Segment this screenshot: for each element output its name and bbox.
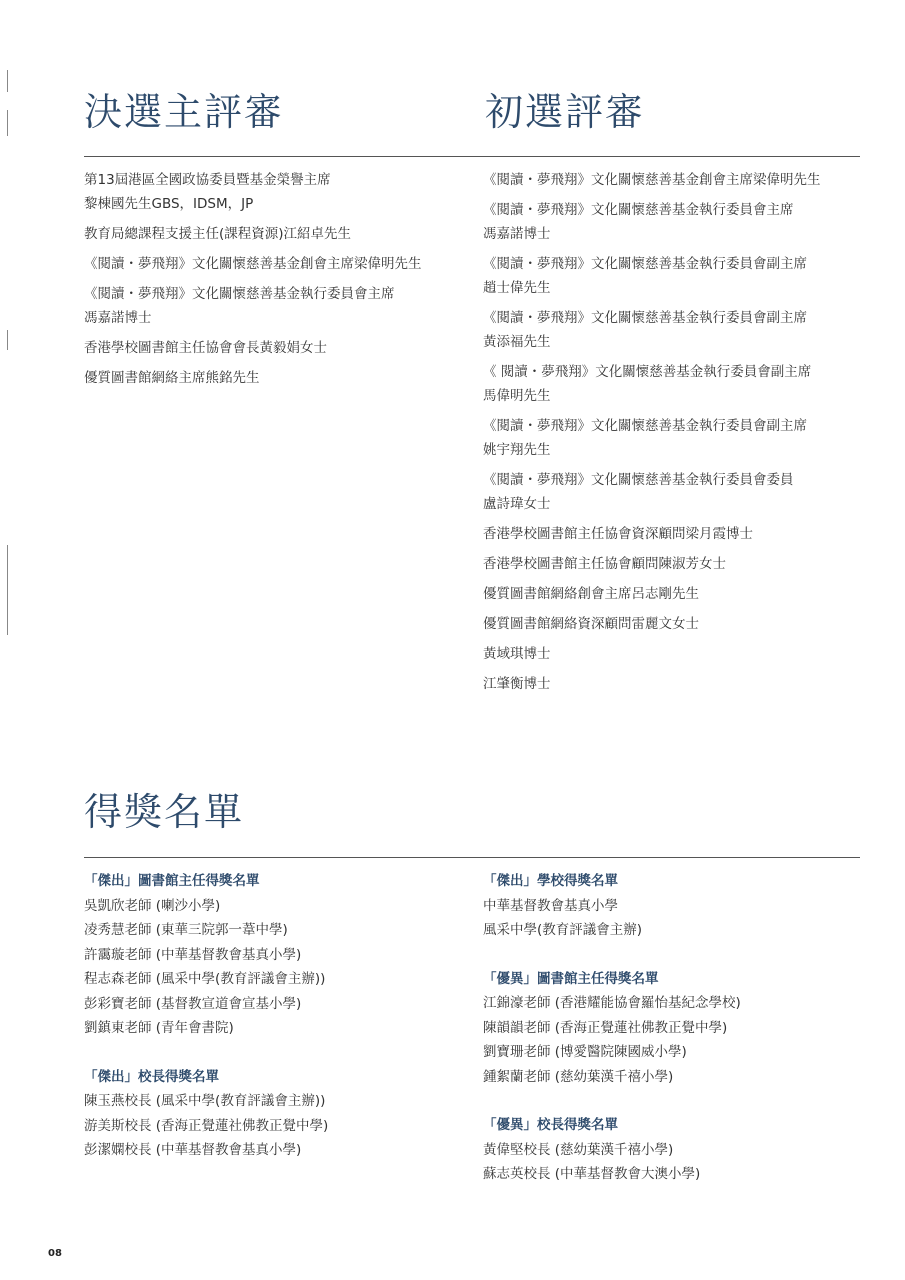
award-recipient: 陳玉燕校長 (風采中學(教育評議會主辦)) <box>84 1093 326 1109</box>
award-recipient: 蘇志英校長 (中華基督教會大澳小學) <box>483 1166 701 1182</box>
award-group-title: 「優異」校長得獎名單 <box>483 1117 618 1133</box>
judge-entry-line: 《閱讀・夢飛翔》文化關懷慈善基金執行委員會委員 <box>483 472 794 488</box>
award-recipient: 鍾絮蘭老師 (慈幼葉漢千禧小學) <box>483 1068 674 1085</box>
top-divider <box>84 156 860 157</box>
judge-entry-line: 第13屆港區全國政協委員暨基金榮譽主席 <box>84 172 331 188</box>
judge-entry <box>84 222 422 246</box>
award-recipient: 凌秀慧老師 (東華三院郭一葦中學) <box>84 922 288 938</box>
judge-entry <box>483 198 821 246</box>
judge-entry <box>483 522 821 546</box>
judge-entry-line: 黎棟國先生GBS，IDSM，JP <box>84 196 254 212</box>
award-recipient: 游美斯校長 (香海正覺蓮社佛教正覺中學) <box>84 1117 329 1134</box>
judge-entry <box>483 468 821 516</box>
judge-entry <box>483 414 821 462</box>
judge-entry-line: 教育局總課程支援主任(課程資源)江紹卓先生 <box>84 226 352 242</box>
award-recipient: 風采中學(教育評議會主辦) <box>483 922 643 938</box>
judge-entry-line: 《閱讀・夢飛翔》文化關懷慈善基金執行委員會副主席 <box>483 256 807 272</box>
award-group <box>84 869 328 1041</box>
judge-entry <box>84 168 422 216</box>
judge-entry-line: 黃添福先生 <box>483 334 551 350</box>
judge-entry <box>84 336 422 360</box>
award-group <box>84 1065 328 1163</box>
awards-right-column <box>483 869 741 1211</box>
award-group-title: 「優異」圖書館主任得獎名單 <box>483 970 659 987</box>
judge-entry <box>483 552 821 576</box>
judge-entry-line: 香港學校圖書館主任協會資深顧問梁月霞博士 <box>483 526 753 542</box>
award-recipient: 彭潔嫻校長 (中華基督教會基真小學) <box>84 1142 302 1158</box>
judge-entry <box>483 306 821 354</box>
award-group-title: 「傑出」學校得獎名單 <box>483 873 618 889</box>
judge-entry-line: 優質圖書館網絡資深顧問雷麗文女士 <box>483 616 699 632</box>
scan-edge-mark <box>7 330 8 350</box>
judge-entry-line: 《閱讀・夢飛翔》文化關懷慈善基金執行委員會副主席 <box>483 310 807 326</box>
judge-entry-line: 馮嘉諾博士 <box>84 310 152 326</box>
judge-entry-line: 《閱讀・夢飛翔》文化關懷慈善基金創會主席梁偉明先生 <box>483 172 821 188</box>
preliminary-judges-list <box>483 168 821 702</box>
final-judges-list <box>84 168 422 396</box>
preliminary-judges-heading: 初選評審 <box>485 90 646 134</box>
judge-entry-line: 姚宇翔先生 <box>483 442 551 458</box>
judge-entry <box>483 672 821 696</box>
award-recipient: 中華基督教會基真小學 <box>483 897 618 914</box>
judge-entry-line: 黃域琪博士 <box>483 646 551 662</box>
scan-edge-mark <box>7 545 8 635</box>
judge-entry <box>483 582 821 606</box>
award-recipient: 劉寶珊老師 (博愛醫院陳國威小學) <box>483 1044 687 1060</box>
award-recipient: 許靄璇老師 (中華基督教會基真小學) <box>84 946 302 963</box>
scan-edge-mark <box>7 70 8 92</box>
award-recipient: 黃偉堅校長 (慈幼葉漢千禧小學) <box>483 1141 674 1158</box>
award-recipient: 劉鎮東老師 (青年會書院) <box>84 1020 234 1036</box>
judge-entry <box>483 360 821 408</box>
judge-entry <box>84 252 422 276</box>
award-group-title: 「傑出」圖書館主任得獎名單 <box>84 873 260 889</box>
award-group <box>483 1113 741 1187</box>
award-recipient: 彭彩寶老師 (基督教宣道會宣基小學) <box>84 995 302 1012</box>
page-number: 08 <box>48 1248 62 1259</box>
judge-entry-line: 《閱讀・夢飛翔》文化關懷慈善基金執行委員會主席 <box>483 202 794 218</box>
judge-entry-line: 香港學校圖書館主任協會顧問陳淑芳女士 <box>483 556 726 572</box>
award-recipient: 程志森老師 (風采中學(教育評議會主辦)) <box>84 971 326 987</box>
judge-entry-line: 《閱讀・夢飛翔》文化關懷慈善基金創會主席梁偉明先生 <box>84 256 422 272</box>
award-group <box>483 967 741 1090</box>
awards-heading: 得獎名單 <box>84 790 245 834</box>
judge-entry-line: 《閱讀・夢飛翔》文化關懷慈善基金執行委員會主席 <box>84 286 395 302</box>
awards-divider <box>84 857 860 858</box>
judge-entry-line: 盧詩瑋女士 <box>483 496 551 512</box>
judge-entry-line: 馮嘉諾博士 <box>483 226 551 242</box>
judge-entry-line: 趙士偉先生 <box>483 280 551 296</box>
award-recipient: 江錦濠老師 (香港耀能協會羅怡基紀念學校) <box>483 995 741 1011</box>
judge-entry <box>84 282 422 330</box>
judge-entry-line: 優質圖書館網絡主席熊銘先生 <box>84 370 260 386</box>
judge-entry <box>483 612 821 636</box>
judge-entry-line: 優質圖書館網絡創會主席呂志剛先生 <box>483 586 699 602</box>
judge-entry <box>483 252 821 300</box>
judge-entry-line: 《閱讀・夢飛翔》文化關懷慈善基金執行委員會副主席 <box>483 418 807 434</box>
judge-entry-line: 馬偉明先生 <box>483 388 551 404</box>
judge-entry-line: 江肇衡博士 <box>483 676 551 692</box>
judge-entry <box>483 642 821 666</box>
award-group <box>483 869 741 943</box>
award-recipient: 吳凱欣老師 (喇沙小學) <box>84 897 221 914</box>
award-recipient: 陳韻韻老師 (香海正覺蓮社佛教正覺中學) <box>483 1019 728 1036</box>
award-group-title: 「傑出」校長得獎名單 <box>84 1068 219 1085</box>
scan-edge-mark <box>7 110 8 136</box>
judge-entry <box>483 168 821 192</box>
judge-entry <box>84 366 422 390</box>
judge-entry-line: 《 閱讀・夢飛翔》文化關懷慈善基金執行委員會副主席 <box>483 364 812 380</box>
judge-entry-line: 香港學校圖書館主任協會會長黃毅娟女士 <box>84 340 327 356</box>
final-judges-heading: 決選主評審 <box>84 90 285 134</box>
awards-left-column <box>84 869 328 1187</box>
